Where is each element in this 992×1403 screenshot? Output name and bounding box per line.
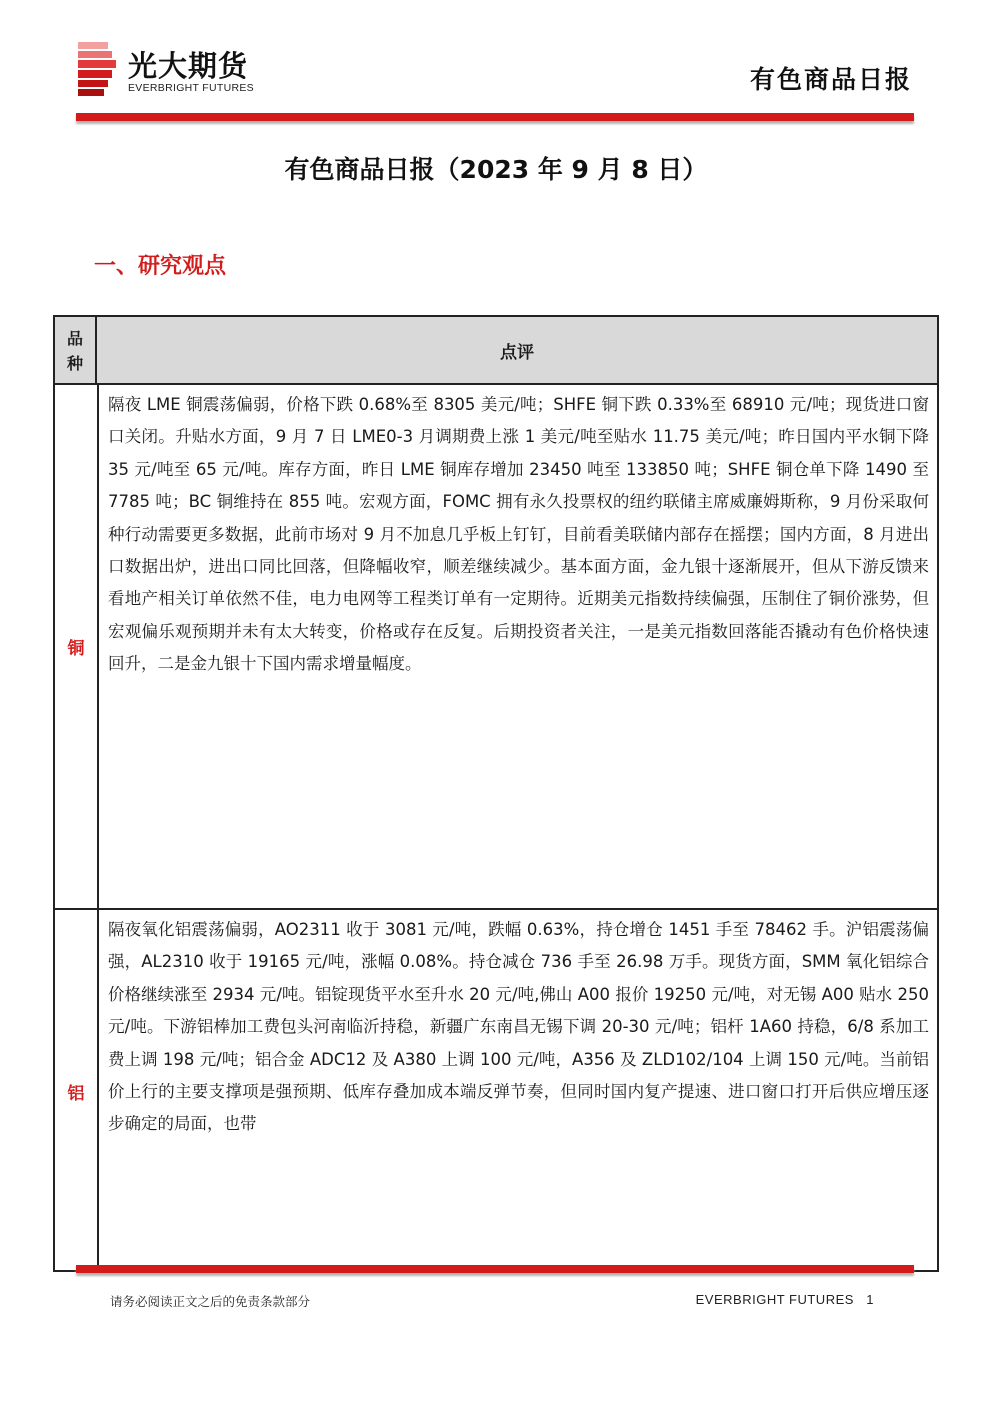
header-variety-label: 品种 — [66, 329, 83, 373]
report-name: 有色商品日报 — [749, 65, 912, 94]
company-logo — [78, 42, 278, 100]
page-number: 1 — [866, 1292, 874, 1307]
table-row-copper — [55, 385, 937, 910]
comment-cell: 隔夜 LME 铜震荡偏弱，价格下跌 0.68%至 8305 美元/吨；SHFE 铜下跌 0.33%至 68910 元/吨；现货进口窗口关闭。升贴水方面，9 月 7 日 LME0-3 月调期费上涨 1 美元/吨至贴水 11.75 美元/吨；昨日国内平水铜下降 35 元/吨至 65 元/吨。库存方面，昨日 LME 铜库存增加 23450 吨至 133850 吨；SHFE 铜仓单下降 1490 至 7785 吨；BC 铜维持在 855 吨。宏观方面，FOMC 拥有永久投票权的纽约联储主席威廉姆斯称，9 月份采取何种行动需要更多数据，此前市场对 9 月不加息几乎板上钉钉，目前看美联储内部存在摇摆；国内方面，8 月进出口数据出炉，进出口同比回落，但降幅收窄，顺差继续减少。基本面方面，金九银十逐渐展开，但从下游反馈来看地产相关订单依然不佳，电力电网等工程类订单有一定期待。近期美元指数持续偏强，压制住了铜价涨势，但宏观偏乐观预期并未有太大转变，价格或存在反复。后期投资者关注，一是美元指数回落能否撬动有色价格快速回升，二是金九银十下国内需求增量幅度。 — [108, 395, 929, 674]
table-header — [55, 317, 937, 385]
everbright-logo-icon — [78, 42, 116, 96]
header-variety — [55, 317, 97, 383]
header-divider — [76, 113, 914, 121]
variety-cell: 铜 — [55, 385, 99, 908]
logo-english-name: EVERBRIGHT FUTURES — [128, 82, 254, 94]
footer-divider — [76, 1265, 914, 1273]
variety-cell: 铝 — [55, 910, 99, 1272]
footer-brand-page — [696, 1292, 874, 1307]
research-table — [53, 315, 939, 1272]
comment-cell: 隔夜氧化铝震荡偏弱，AO2311 收于 3081 元/吨，跌幅 0.63%，持仓增仓 1451 手至 78462 手。沪铝震荡偏强，AL2310 收于 19165 元/吨，涨幅 0.08%。持仓减仓 736 手至 26.98 万手。现货方面，SMM 氧化铝综合价格继续涨至 2934 元/吨。铝锭现货平水至升水 20 元/吨,佛山 A00 报价 19250 元/吨，对无锡 A00 贴水 250 元/吨。下游铝棒加工费包头河南临沂持稳，新疆广东南昌无锡下调 20-30 元/吨；铝杆 1A60 持稳，6/8 系加工费上调 198 元/吨；铝合金 ADC12 及 A380 上调 100 元/吨，A356 及 ZLD102/104 上调 150 元/吨。当前铝价上行的主要支撑项是强预期、低库存叠加成本端反弹节奏，但同时国内复产提速、进口窗口打开后供应增压逐步确定的局面，也带 — [108, 920, 929, 1134]
header-comment: 点评 — [500, 342, 534, 363]
document-title: 有色商品日报（2023 年 9 月 8 日） — [284, 155, 708, 184]
footer-disclaimer: 请务必阅读正文之后的免责条款部分 — [110, 1294, 311, 1309]
section-heading: 一、研究观点 — [94, 254, 227, 279]
table-row-aluminum — [55, 910, 937, 1272]
logo-chinese-name: 光大期货 — [128, 49, 249, 83]
footer-brand: EVERBRIGHT FUTURES — [695, 1292, 854, 1307]
